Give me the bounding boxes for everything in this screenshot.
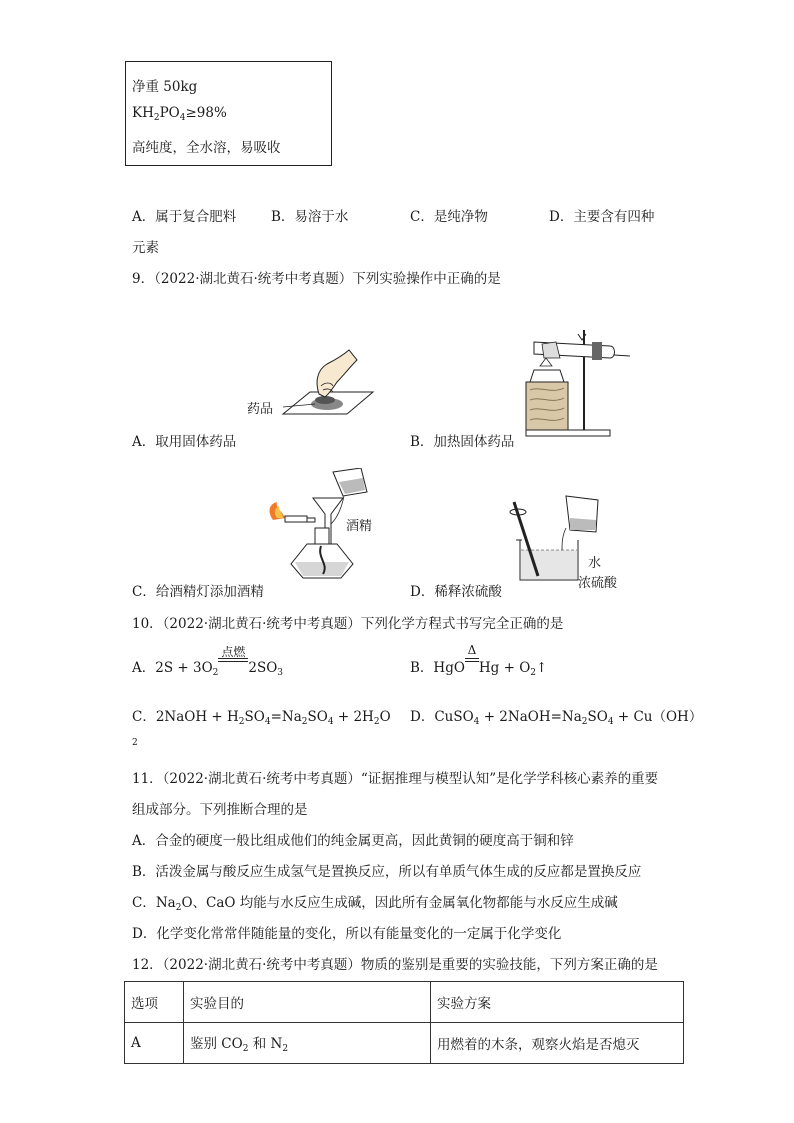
label-alcohol: 酒精 — [346, 519, 373, 534]
q8-option-d: D．主要含有四种 — [549, 209, 655, 225]
q9-option-c: C．给酒精灯添加酒精 — [132, 584, 264, 600]
q8-option-d-wrap: 元素 — [132, 240, 159, 256]
fertilizer-label-box — [125, 61, 332, 166]
label-water: 水 — [588, 556, 602, 571]
q10-option-a: A．$2S + 3O_2$ 点燃 $2SO_3$ — [132, 645, 284, 678]
q9-option-b: B．加热固体药品 — [410, 434, 515, 450]
label-description: 高纯度，全水溶，易吸收 — [132, 140, 281, 156]
q11-option-c: C．$Na_2O$、CaO 均能与水反应生成碱，因此所有金属氧化物都能与水反应生成碱 — [132, 895, 618, 913]
q11-stem-line1: 11．（2022·湖北黄石·统考中考真题）“证据推理与模型认知”是化学学科核心素养的重要 — [132, 771, 659, 787]
q9-option-d: D．稀释浓硫酸 — [410, 584, 502, 600]
q9-option-a: A．取用固体药品 — [132, 434, 237, 450]
row-a-goal: 鉴别 $CO_2$ 和 $N_2$ — [184, 1023, 431, 1064]
figure-heat-solid — [512, 328, 632, 438]
label-concentrated-acid: 浓硫酸 — [578, 576, 618, 591]
figure-add-alcohol — [263, 468, 393, 583]
figure-take-solid — [245, 342, 380, 437]
q8-option-c: C．是纯净物 — [410, 209, 488, 225]
q10-option-c: C．2NaOH + $H_2SO_4=Na_2SO_4 + 2H_2O$ — [132, 709, 391, 727]
row-a-plan: 用燃着的木条，观察火焰是否熄灭 — [431, 1023, 684, 1064]
header-goal: 实验目的 — [184, 982, 431, 1023]
q12-stem: 12．（2022·湖北黄石·统考中考真题）物质的鉴别是重要的实验技能，下列方案正确的是 — [132, 957, 658, 973]
table-header-row — [125, 982, 684, 1023]
row-a-option: A — [125, 1023, 184, 1064]
q10-option-d: D．CuSO$_4$ + $2NaOH=Na_2SO_4 + Cu(OH)$ — [410, 709, 703, 727]
q11-option-d: D．化学变化常常伴随能量的变化，所以有能量变化的一定属于化学变化 — [132, 926, 562, 942]
header-plan: 实验方案 — [431, 982, 684, 1023]
q9-stem: 9．（2022·湖北黄石·统考中考真题）下列实验操作中正确的是 — [132, 271, 501, 287]
experiment-table — [124, 981, 684, 1064]
label-drug: 药品 — [247, 402, 274, 417]
q8-option-b: B．易溶于水 — [271, 209, 349, 225]
q10-stem: 10．（2022·湖北黄石·统考中考真题）下列化学方程式书写完全正确的是 — [132, 616, 564, 632]
label-formula: $KH_2PO_4\ge 98\%$ — [132, 105, 227, 123]
table-row — [125, 1023, 684, 1064]
q8-option-a: A．属于复合肥料 — [132, 209, 237, 225]
label-weight: 净重 50kg — [132, 79, 198, 95]
q10-option-d-wrap: 2 — [132, 738, 138, 748]
q11-option-b: B．活泼金属与酸反应生成氢气是置换反应，所以有单质气体生成的反应都是置换反应 — [132, 864, 642, 880]
header-option: 选项 — [125, 982, 184, 1023]
q11-stem-line2: 组成部分。下列推断合理的是 — [132, 802, 308, 818]
q10-option-b: B．HgO Δ $Hg + O_2↑$ — [410, 643, 548, 678]
q11-option-a: A．合金的硬度一般比组成他们的纯金属更高，因此黄铜的硬度高于铜和锌 — [132, 833, 574, 849]
